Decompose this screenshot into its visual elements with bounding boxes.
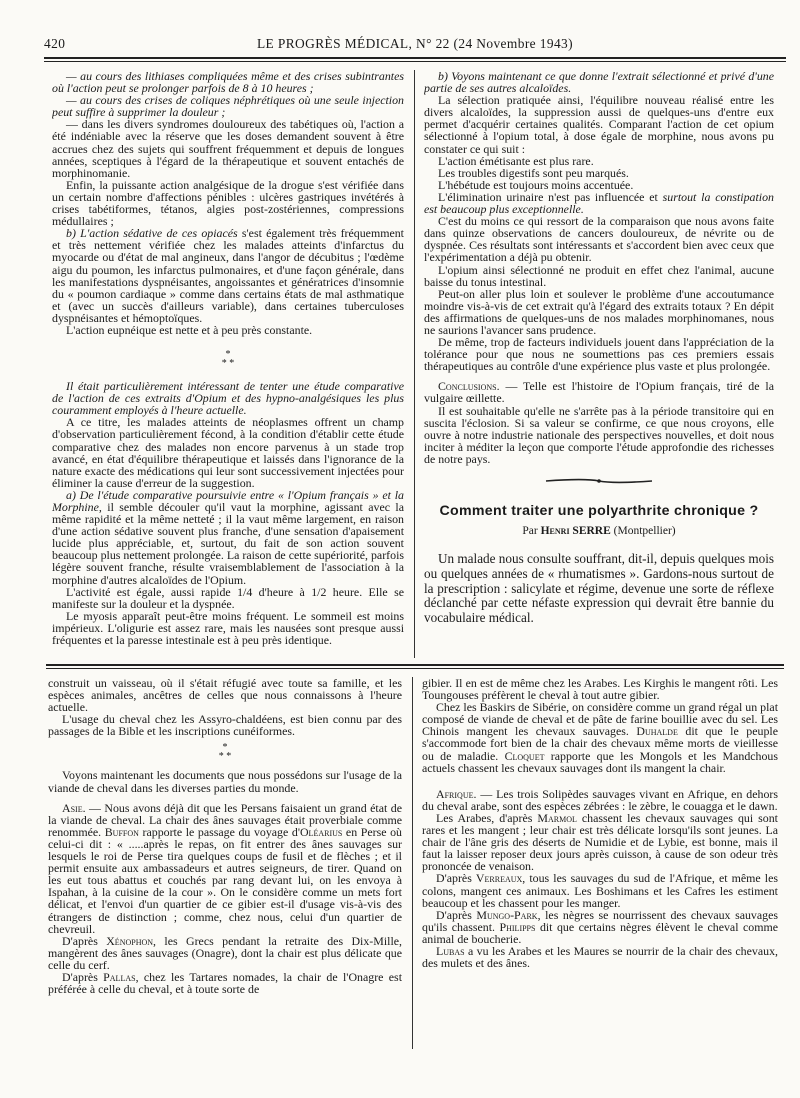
paragraph: A ce titre, les malades atteints de néoplasmes offrent un champ d'observation particulièrement fécond, à la condition d'établir cette étude comparative chez des malades non encore parvenus à un stade trop avancé, en état d'équilibre thérapeutique et laissés dans l'ignorance de la nature exacte des médications qui leur sont successivement injectées pour éliminer la cause d'erreur de la suggestion.	[52, 415, 404, 490]
paragraph: D'après Mungo-Park, les nègres se nourrissent des chevaux sauvages qu'ils chassent. Philipps dit que certains nègres élèvent le cheval comme animal de boucherie.	[422, 907, 778, 946]
paragraph: L'élimination urinaire n'est pas influencée et surtout la constipation est beaucoup plus exceptionnelle.	[424, 189, 774, 217]
paragraph: Enfin, la puissante action analgésique de la drogue s'est vérifiée dans un certain nombre d'affections pénibles : ulcères gastriques invétérés à crises tabétiformes, tétanos, algies post-zostériennes, compressions médullaires ;	[52, 177, 404, 229]
column-bottom-left	[48, 677, 402, 1052]
paragraph: L'hébétude est toujours moins accentuée.	[438, 177, 634, 192]
paragraph: La sélection pratiquée ainsi, l'équilibre nouveau réalisé entre les divers alcaloïdes, la suppression aussi de quelques-uns d'entre eux permet d'acquérir certaines qualités. Comparant l'action de cet opium sélectionné à l'opium total, à dose égale de morphine, nous avons pu constater ce qui suit :	[424, 93, 774, 156]
article-title: Comment traiter une polyarthrite chronique ?	[439, 503, 759, 520]
paragraph: Conclusions. — Telle est l'histoire de l'Opium français, tiré de la vulgaire œillette.	[424, 379, 774, 406]
column-top-left	[52, 70, 404, 652]
column-top-right	[424, 70, 774, 660]
paragraph: Peut-on aller plus loin et soulever le problème d'une accoutumance moindre vis-à-vis de cet extrait qu'à l'égard des extraits totaux ? En dépit des affirmations de quelques-uns de nos malades morphinomanes, nous ne saurions l'avancer sans prudence.	[424, 286, 774, 337]
paragraph: D'après Verreaux, tous les sauvages du sud de l'Afrique, et même les colons, mangent ces animaux. Les Boshimans et les Cafres les estiment beaucoup et les chassent pour les manger.	[422, 871, 778, 910]
paragraph: D'après Pallas, chez les Tartares nomades, la chair de l'Onagre est préférée à celle du cheval, et à toute sorte de	[48, 969, 402, 997]
paragraph: L'action eupnéique est nette et à peu près constante.	[66, 322, 313, 337]
section-asterism: * * *	[218, 742, 232, 763]
paragraph: Le myosis apparaît peut-être moins fréquent. Le sommeil est moins impérieux. L'oligurie est assez rare, mais les nausées sont presque aussi fréquentes et la paresse intestinale est à peu près identique.	[52, 608, 404, 648]
section-ornament	[424, 475, 774, 487]
paragraph: Lubas a vu les Arabes et les Maures se nourrir de la chair des chevaux, des mulets et des ânes.	[422, 943, 778, 971]
section-rule-thin	[46, 668, 784, 669]
paragraph: gibier. Il en est de même chez les Arabes. Les Kirghis le mangent rôti. Les Toungouses préfèrent le cheval à tout autre gibier.	[422, 677, 778, 703]
header-rule-thin	[44, 61, 786, 62]
paragraph: L'opium ainsi sélectionné ne produit en effet chez l'animal, aucune baisse du tonus intestinal.	[424, 262, 774, 289]
column-divider	[414, 70, 415, 658]
paragraph: Chez les Baskirs de Sibérie, on considère comme un grand régal un plat composé de viande de cheval et de pâte de farine bouillie avec du sel. Les Chinois mangent les chevaux sauvages. Duhalde dit que le peuple s'accommode fort bien de la chair des chevaux même morts de vieillesse ou de maladie. Cloquet rapporte que les Mongols et les Mandchous actuels chassent les chevaux sauvages dont ils mangent la chair.	[422, 700, 778, 775]
paragraph: Voyons maintenant les documents que nous possédons sur l'usage de la viande de cheval dans les diverses parties du monde.	[48, 768, 402, 795]
paragraph: Asie. — Nous avons déjà dit que les Persans faisaient un grand état de la viande de cheval. La chair des ânes sauvages était proverbiale comme renommée. Buffon rapporte le passage du voyage d'Oléarius en Perse où celui-ci dit : « .....après le repas, on fit entrer des ânes sauvages sur lesquels le roi de Perse tira quelques coups de fusil et de flèches ; et il permit ensuite aux ambassadeurs et autres seigneurs, de tirer. Quand on les eut tous abattus et couchés par rang devant lui, on les envoya à Ispahan, à la cuisine de la cour ». On le considère comme un mets fort délicat, et l'envoi d'un quartier de ce gibier est-il d'usage vis-à-vis des étrangers de distinction ; comme, chez nous, celui d'un quartier de chevreuil.	[48, 800, 402, 936]
paragraph: — au cours des crises de coliques néphrétiques où une seule injection peut suffire à supprimer la douleur ;	[52, 93, 404, 120]
section-rule-thick	[46, 664, 784, 666]
paragraph: construit un vaisseau, où il s'était réfugié avec toute sa famille, et les espèces animales, ancêtres de celles que nous connaissons à l'heure actuelle.	[48, 677, 402, 715]
author-name: Henri SERRE	[540, 525, 611, 538]
paragraph: b) Voyons maintenant ce que donne l'extrait sélectionné et privé d'une partie de ses autres alcaloïdes.	[424, 70, 774, 96]
column-divider	[412, 677, 413, 1049]
page-number: 420	[44, 36, 66, 51]
paragraph: Les Arabes, d'après Marmol chassent les chevaux sauvages qui sont rares et les mangent ; leur chair est très délicate lorsqu'ils sont jeunes. La chair de l'âne gris des déserts de Numidie et de Lybie, est bonne, mais il faut la laisser reposer deux jours après cuisson, à cause de son odeur très prononcée de venaison.	[422, 810, 778, 874]
paragraph: Il est souhaitable qu'elle ne s'arrête pas à la période transitoire qui en suscita l'éclosion. Si sa valeur se confirme, ce que nous croyons, elle ouvre à notre industrie nationale des perspectives nouvelles, et doit nous inciter à méditer la leçon que comporte l'étude approfondie des richesses de notre pays.	[424, 403, 774, 466]
paragraph: Les troubles digestifs sont peu marqués.	[438, 165, 629, 180]
header-rule-thick	[44, 57, 786, 59]
paragraph: Un malade nous consulte souffrant, dit-il, depuis quelques mois ou quelques années de « rhumatismes ». Gardons-nous surtout de la prescription : salicylate et régime, devenue une sorte de réflexe déclanché par cette néfaste expression qui devrait être bannie du vocabulaire médical.	[424, 551, 774, 625]
paragraph: C'est du moins ce qui ressort de la comparaison que nous avons faite dans quinze observations de cancers douloureux, de névrite ou de dyspnée. Ces résultats sont intéressants et s'accordent bien avec ceux que l'expérimentation a déjà pu obtenir.	[424, 214, 774, 265]
running-title: LE PROGRÈS MÉDICAL, N° 22 (24 Novembre 1943)	[256, 36, 574, 51]
paragraph: L'activité est égale, aussi rapide 1/4 d'heure à 1/2 heure. Elle se manifeste sur la douleur et la dyspnée.	[52, 584, 404, 611]
paragraph: L'action émétisante est plus rare.	[438, 153, 594, 168]
running-header	[44, 36, 786, 54]
section-asterism: * * *	[221, 349, 235, 370]
paragraph: L'usage du cheval chez les Assyro-chaldéens, est bien connu par des passages de la Bible et les inscriptions cunéiformes.	[48, 712, 402, 739]
paragraph: — dans les divers syndromes douloureux des tabétiques où, l'action a été indéniable avec la réserve que les doses demandent souvent à être accrues chez des sujets qui souffrent fréquemment et depuis de longues années, sceptiques à l'égard de la thérapeutique et souvent entachés de morphinomanie.	[52, 117, 404, 180]
paragraph: a) De l'étude comparative poursuivie entre « l'Opium français » et la Morphine, il semble découler qu'il vaut la morphine, agissant avec la même rapidité et la même netteté ; il la vaut même largement, en raison d'une action sédative souvent plus franche, d'une sensation d'apaisement lucide plus appréciable, et, surtout, du fait de son action souvent beaucoup plus nettement prolongée. La raison de cette supériorité, parfois légère souvent franche, résulte vraisemblablement de l'association à la morphine d'autres alcaloïdes de l'Opium.	[52, 487, 404, 587]
paragraph: D'après Xénophon, les Grecs pendant la retraite des Dix-Mille, mangèrent des ânes sauvages (Onagre), dont la chair est plus délicate que celle du cerf.	[48, 933, 402, 972]
column-bottom-right	[422, 677, 778, 1052]
paragraph: Afrique. — Les trois Solipèdes sauvages vivant en Afrique, en dehors du cheval arabe, sont des espèces zébrées : le zèbre, le couagga et le dawn.	[422, 786, 778, 813]
ornament-rule	[544, 477, 654, 485]
paragraph: De même, trop de facteurs individuels jouent dans l'appréciation de la tolérance pour que nous ne soumettions pas ces premiers essais thérapeutiques au contrôle d'une expérience plus vaste et plus prolongée.	[424, 335, 774, 374]
paragraph: b) L'action sédative de ces opiacés s'est également très fréquemment et très nettement vérifiée chez les malades atteints d'infarctus du myocarde ou d'état de mal angineux, dans l'angor de décubitus ; l'œdème aigu du poumon, les infarctus pulmonaires, et d'une façon générale, dans les manifestations dyspnéisantes, angoissantes et génératrices d'insomnie du « poumon cardiaque » comme dans certains états de mal asthmatique et (avec un succès d'ailleurs variable), dans certaines tuberculoses dyspnéisantes et hémoptoïques.	[52, 226, 404, 325]
paragraph: Il était particulièrement intéressant de tenter une étude comparative de l'action de ces extraits d'Opium et des hypno-analgésiques les plus couramment employés à l'heure actuelle.	[52, 379, 404, 418]
article-byline: Par Henri SERRE (Montpellier)	[522, 525, 676, 538]
paragraph: — au cours des lithiases compliquées même et des crises subintrantes où l'action peut se prolonger parfois de 8 à 10 heures ;	[52, 70, 404, 96]
